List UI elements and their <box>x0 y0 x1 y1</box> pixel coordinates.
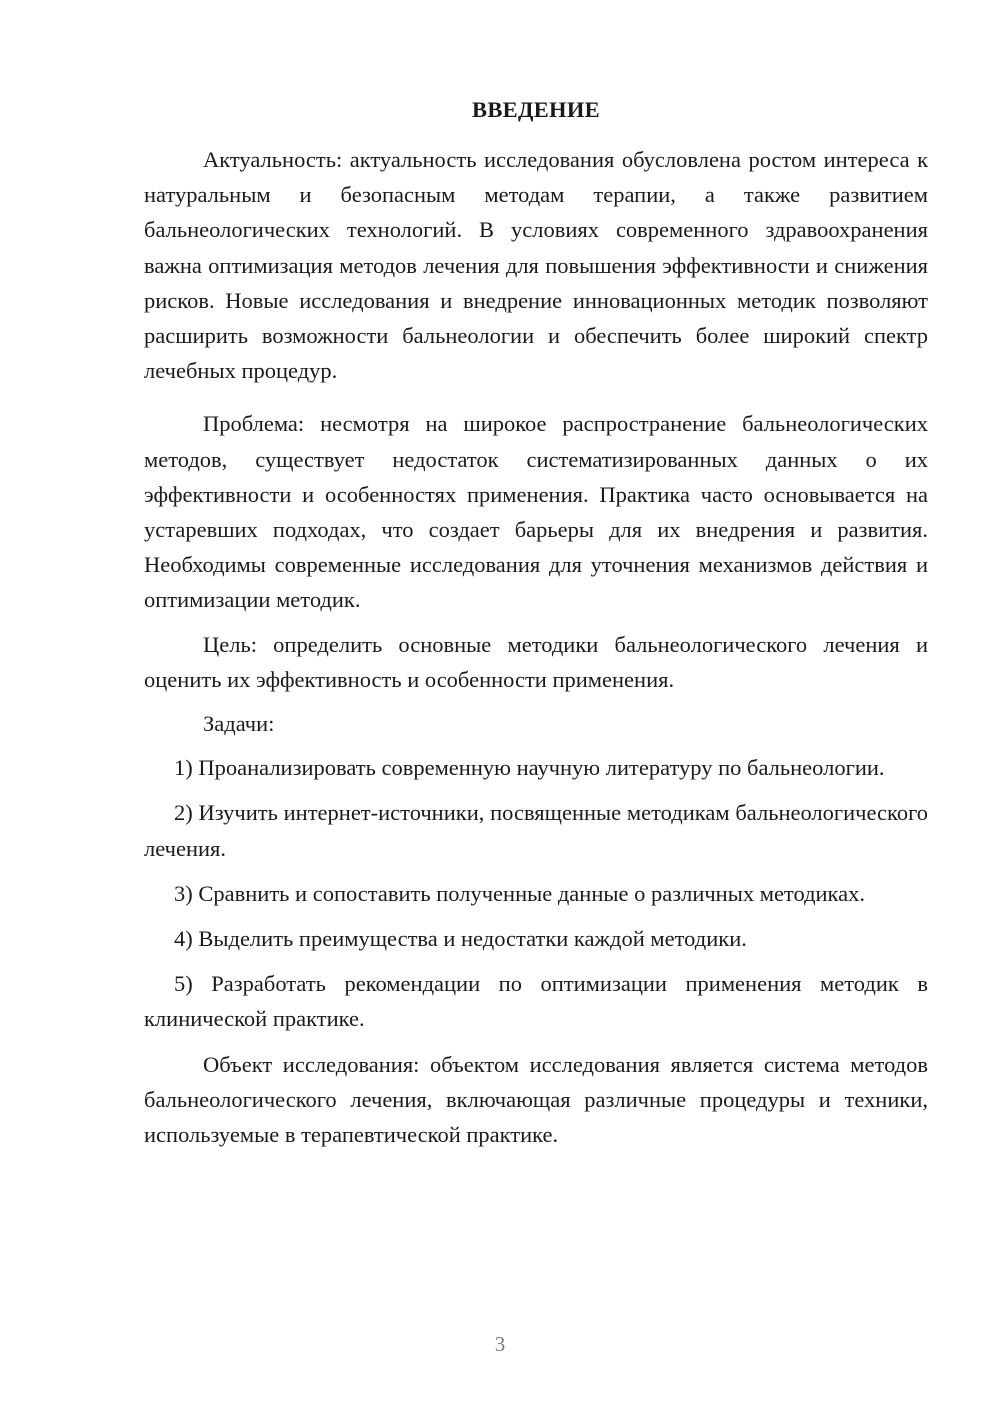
problem-paragraph: Проблема: несмотря на широкое распространение бальнеологических методов, существует недостаток систематизированных данных о их эффективности и особенностях применения. Практика часто основывается на устаревших подходах, что создает барьеры для их внедрения и развития. Необходимы современные исследования для уточнения механизмов действия и оптимизации методик. <box>144 411 928 613</box>
task-item-2: 2) Изучить интернет-источники, посвященные методикам бальнеологического лечения. <box>144 800 928 861</box>
relevance-paragraph: Актуальность: актуальность исследования обусловлена ростом интереса к натуральным и безопасным методам терапии, а также развитием бальнеологических технологий. В условиях современного здравоохранения важна оптимизация методов лечения для повышения эффективности и снижения рисков. Новые исследования и внедрение инновационных методик позволяют расширить возможности бальнеологии и обеспечить более широкий спектр лечебных процедур. <box>144 147 928 384</box>
object-paragraph: Объект исследования: объектом исследования является система методов бальнеологического лечения, включающая различные процедуры и техники, используемые в терапевтической практике. <box>144 1051 928 1148</box>
tasks-list <box>144 750 928 1036</box>
task-item-1: 1) Проанализировать современную научную литературу по бальнеологии. <box>174 755 885 781</box>
document-page <box>144 92 928 1152</box>
task-item-3: 3) Сравнить и сопоставить полученные данные о различных методиках. <box>174 880 866 906</box>
task-item-5: 5) Разработать рекомендации по оптимизации применения методик в клинической практике. <box>144 971 928 1032</box>
tasks-label: Задачи: <box>203 711 275 737</box>
page-number: 3 <box>494 1332 506 1356</box>
task-item-4: 4) Выделить преимущества и недостатки каждой методики. <box>174 926 747 952</box>
goal-paragraph: Цель: определить основные методики бальнеологического лечения и оценить их эффективность и особенности применения. <box>144 631 928 692</box>
page-title: ВВЕДЕНИЕ <box>472 97 600 122</box>
